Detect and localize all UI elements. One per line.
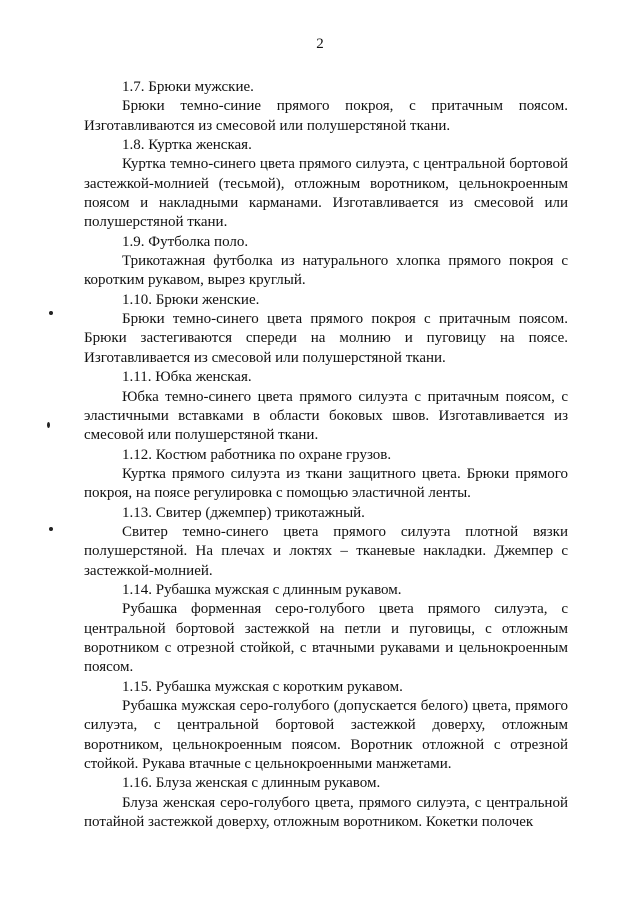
page-number: 2 bbox=[316, 36, 324, 52]
section-text: Рубашка мужская серо-голубого (допускается белого) цвета, прямого силуэта, с центральной бортовой застежкой доверху, отложным воротником, цельнокроенным поясом. Воротник отложной с отрезной стойкой. Рукава втачные с цельнокроенными манжетами. bbox=[84, 698, 568, 773]
section-text: Рубашка форменная серо-голубого цвета прямого силуэта, с центральной бортовой застежкой на петли и пуговицы, с отложным воротником с отрезной стойкой, с втачными рукавами и цельнокроенным поясом. bbox=[84, 601, 568, 676]
section-text: Трикотажная футболка из натурального хлопка прямого покроя с коротким рукавом, вырез круглый. bbox=[84, 253, 568, 289]
section-text: Брюки темно-синего цвета прямого покроя с притачным поясом. Брюки застегиваются спереди на молнию и пуговицу на поясе. Изготавливается из смесовой или полушерстяной ткани. bbox=[84, 311, 568, 366]
scan-mark bbox=[49, 527, 53, 531]
section-heading: 1.8. Куртка женская. bbox=[122, 137, 252, 154]
scan-mark bbox=[47, 422, 50, 428]
section-heading: 1.13. Свитер (джемпер) трикотажный. bbox=[122, 504, 365, 521]
scan-mark bbox=[49, 311, 53, 315]
section-text: Блуза женская серо-голубого цвета, прямого силуэта, с центральной потайной застежкой доверху, отложным воротником. Кокетки полочек bbox=[84, 794, 568, 831]
section-heading: 1.11. Юбка женская. bbox=[122, 369, 252, 386]
section-text: Юбка темно-синего цвета прямого силуэта с притачным поясом, с эластичными вставками в области боковых швов. Изготавливается из смесовой или полушерстяной ткани. bbox=[84, 388, 568, 444]
section-text: Брюки темно-синие прямого покроя, с притачным поясом. Изготавливаются из смесовой или полушерстяной ткани. bbox=[84, 98, 568, 134]
section-text: Свитер темно-синего цвета прямого силуэта плотной вязки полушерстяной. На плечах и локтях – тканевые накладки. Джемпер с застежкой-молнией. bbox=[84, 523, 568, 579]
section-heading: 1.7. Брюки мужские. bbox=[122, 79, 254, 95]
section-text: Куртка темно-синего цвета прямого силуэта, с центральной бортовой застежкой-молнией (тесьмой), отложным воротником, цельнокроенным поясом и накладными карманами. Изготавливается из смесовой или полушерстяной ткани. bbox=[84, 156, 568, 231]
section-text: Куртка прямого силуэта из ткани защитного цвета. Брюки прямого покроя, на поясе регулировка с помощью эластичной ленты. bbox=[84, 465, 568, 502]
section-heading: 1.14. Рубашка мужская с длинным рукавом. bbox=[122, 581, 402, 598]
section-heading: 1.12. Костюм работника по охране грузов. bbox=[122, 446, 392, 463]
section-heading: 1.16. Блуза женская с длинным рукавом. bbox=[122, 775, 381, 792]
section-heading: 1.15. Рубашка мужская с коротким рукавом. bbox=[122, 678, 403, 695]
section-heading: 1.10. Брюки женские. bbox=[122, 291, 260, 308]
section-heading: 1.9. Футболка поло. bbox=[122, 233, 249, 250]
document-body bbox=[84, 78, 568, 832]
